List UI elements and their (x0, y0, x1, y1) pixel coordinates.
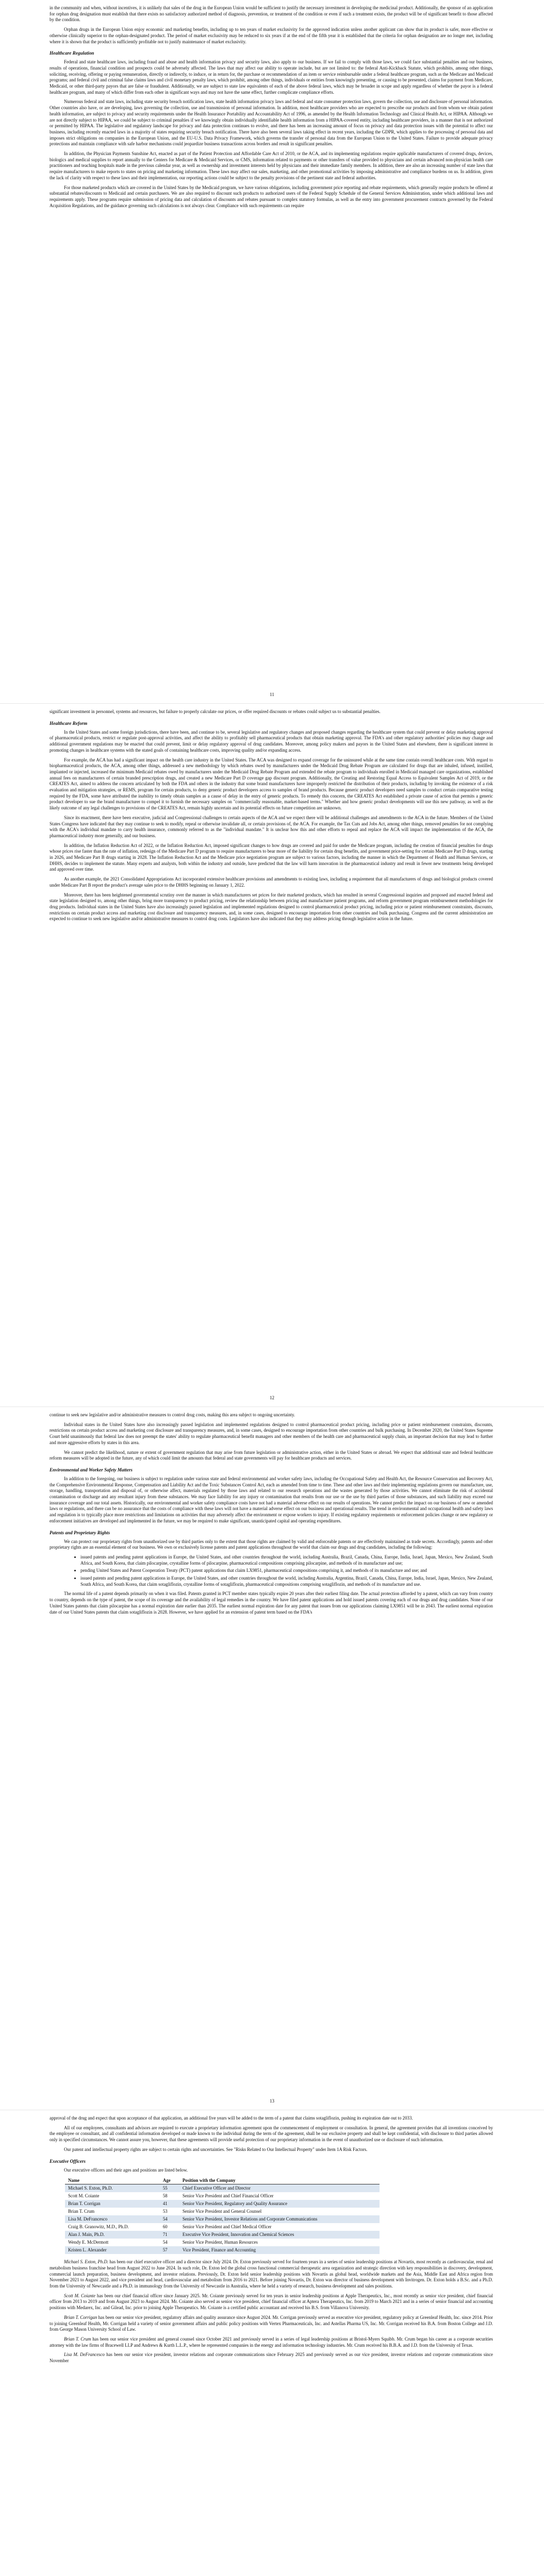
table-body (65, 2184, 380, 2255)
paragraph: approval of the drug and expect that upon acceptance of that application, an additional five years will be added to the term of a patent that claims sotagliflozin, pushing its expiration date out to 2033. (50, 2115, 413, 2121)
table-cell: Kristen L. Alexander (65, 2246, 160, 2254)
bio-text: has been our senior vice president and general counsel since October 2021 and previously served in a series of legal leadership positions at Bristol-Myers Squibb. Mr. Crum began his career as a corporate securities attorney with the law firms of Bracewell LLP and Andrews & Kurth L.L.P., where he represented companies in the energy and information technology industries. Mr. Crum received his B.B.A. and J.D. from the University of Texas. (50, 2336, 493, 2348)
table-cell: 57 (160, 2246, 179, 2254)
table-cell: 55 (160, 2184, 179, 2193)
column-header: Position with the Company (179, 2177, 380, 2184)
table-cell: 54 (162, 2240, 168, 2245)
table-row (65, 2184, 380, 2193)
paragraph: In addition, the Inflation Reduction Act of 2022, or the Inflation Reduction Act, imposed significant changes to how drugs are covered and paid for under the Medicare program, including the creation of financial penalties for drugs whose prices rise faster than the rate of inflation, redesign of the Medicare Part D program to require manufacturers to bear more of the liability for certain drug benefits, and government price-setting for certain Medicare Part D drugs, starting in 2026, and Medicare Part B drugs starting in 2028. The Inflation Reduction Act and the Medicare price negotiation program are subject to various factors, including the manner in which the Department of Health and Human Services, or DHHS, decides to implement the statute. Many experts and analysts, both within the industry and outside, have predicted that the law will harm innovation in the pharmaceutical industry and result in fewer new treatments being developed and approved over time. (50, 842, 493, 872)
table-cell: Lisa M. DeFrancesco (65, 2215, 160, 2223)
paragraph: Our executive officers and their ages and positions are listed below. (64, 2167, 188, 2173)
paragraph: Since its enactment, there have been executive, judicial and Congressional challenges to certain aspects of the ACA and we expect there will be additional challenges and amendments to the ACA in the future. Members of the United States Congress have indicated that they may continue to seek to modify, repeal or otherwise invalidate all, or certain provisions of, the ACA. For example, the Tax Cuts and Jobs Act, among other things, removed penalties for not complying with the ACA's individual mandate to carry health insurance, commonly referred to as the "individual mandate." It is unclear how this and other efforts to repeal and replace the ACA will impact the implementation of the ACA, the pharmaceutical industry more generally, and our business. (50, 815, 493, 838)
paragraph: Moreover, there has been heightened governmental scrutiny over the manner in which manufacturers set prices for their marketed products, which has resulted in several Congressional inquiries and proposed and enacted federal and state legislation designed to, among other things, bring more transparency to product pricing, review the relationship between pricing and manufacturer patient programs, and reform government program reimbursement methodologies for drug products. Individual states in the United States have also increasingly passed legislation and implemented regulations designed to control pharmaceutical product pricing, including price or patient reimbursement constraints, discounts, restrictions on certain product access and marketing cost disclosure and transparency measures, and, in some cases, designed to encourage importation from other countries and bulk purchasing. Congress and the current administration are expected to continue to seek new legislative and/or administrative measures to control drug costs. Legislators have also indicated that they may address pricing through legislative action in the future. (50, 892, 493, 922)
executive-bio (50, 2336, 493, 2348)
executive-bio (50, 2259, 493, 2290)
paragraph: In addition to the foregoing, our business is subject to regulation under various state and federal environmental and worker safety laws, including the Occupational Safety and Health Act, the Resource Conservation and Recovery Act, the Comprehensive Environmental Response, Compensation and Liability Act and the Toxic Substances Control Act, each as amended from time to time. These and other laws and their implementing regulations govern our manufacture, use, storage, handling, transportation and disposal of, or otherwise affect, materials regulated by those laws and related to our research operations and the wastes generated by those activities. We cannot eliminate the risk of accidental contamination or discharge and any resultant injury from these substances. We may face liability for any injury or contamination that results from our use or the use by third parties of those substances, and such liability may exceed our insurance coverage and our total assets. Historically, our environmental and worker safety compliance costs have not had a material adverse effect on our results of operations. We cannot predict the impact on our business of new or amended laws or regulations, and there can be no assurance that the costs of compliance with these laws will not have a material adverse effect on our business and operational results. The trend in environmental and occupational health and safety laws and regulation is to typically place more restrictions and limitations on activities that may adversely affect the environment or expose workers to injury. If existing regulatory requirements or enforcement policies change or new regulatory or enforcement initiatives are developed and implemented in the future, we may be required to make significant, unanticipated capital and operating expenditures. (50, 1476, 493, 1523)
table-row (65, 2239, 380, 2246)
document-page-13 (0, 1406, 544, 2110)
table-cell: 41 (160, 2200, 179, 2208)
table-cell: Senior Vice President, Investor Relations and Corporate Communications (179, 2215, 380, 2223)
column-header: Name (65, 2177, 160, 2184)
paragraph: in the community and when, without incentives, it is unlikely that sales of the drug in the European Union would be sufficient to justify the necessary investment in developing the medicinal product. Additionally, the sponsor of an application for orphan drug designation must establish that there exists no satisfactory authorized method of diagnosis, prevention, or treatment of the condition or even if such a treatment exists, the product will be of significant benefit to those affected by the condition. (50, 5, 493, 23)
table-cell: Michael S. Exton, Ph.D. (65, 2184, 160, 2193)
section-heading-healthcare-reform: Healthcare Reform (50, 720, 88, 726)
bio-text: has been our senior vice president, regulatory affairs and quality assurance since August 2024. Mr. Corrigan previously served as executive vice president, regulatory policy at Greenleaf Health, Inc. since 2014. Prior to joining Greenleaf Health, Mr. Corrigan held a variety of senior government affairs and public policy positions with Vertex Pharmaceuticals, Inc. and Astellas Pharma US, Inc. Mr. Corrigan received his B.A. from Boston College and J.D. from George Mason University School of Law. (50, 2314, 493, 2332)
table-cell: Senior Vice President, Regulatory and Quality Assurance (179, 2200, 380, 2208)
table-cell: Executive Vice President, Innovation and Chemical Sciences (179, 2231, 380, 2239)
bio-name: Lisa M. DeFrancesco (64, 2352, 105, 2358)
table-row (65, 2223, 380, 2231)
table-cell: Craig B. Granowitz, M.D., Ph.D. (68, 2224, 129, 2230)
page-content (50, 2115, 493, 2368)
table-cell: Chief Executive Officer and Director (179, 2184, 380, 2193)
table-cell: 54 (160, 2215, 179, 2223)
bio-name: Scott M. Coiante (64, 2293, 96, 2298)
paragraph: We can protect our proprietary rights from unauthorized use by third parties only to the extent that those rights are claimed by valid and enforceable patents or are effectively maintained as trade secrets. Accordingly, patents and other proprietary rights are an essential element of our business. We own or exclusively license patents and patent applications throughout the world that claim our drugs and drug candidates, including the following: (50, 1538, 493, 1550)
table-header-row (65, 2177, 380, 2184)
table-row (65, 2215, 380, 2223)
page-number: 11 (270, 692, 274, 697)
table-cell: Brian T. Corrigan (65, 2200, 160, 2208)
section-heading-patents: Patents and Proprietary Rights (50, 1530, 110, 1535)
column-header: Age (160, 2177, 179, 2184)
bio-name: Brian T. Corrigan (64, 2314, 97, 2320)
list-item: • pending United States and Patent Cooperation Treaty (PCT) patent applications that claim LX9851, pharmaceutical compositions comprising it, and methods of its manufacture and use; and (80, 1568, 493, 1574)
executive-bios (50, 2259, 493, 2364)
page-number: 13 (270, 2098, 274, 2104)
paragraph: Orphan drugs in the European Union enjoy economic and marketing benefits, including up to ten years of market exclusivity for the approved indication unless another applicant can show that its product is safer, more effective or otherwise clinically superior to the orphan-designated product. The period of market exclusivity may be reduced to six years if at the end of the fifth year it is established that the criteria for orphan designation are no longer met, including where it is shown that the product is sufficiently profitable not to justify maintenance of market exclusivity. (50, 27, 493, 44)
section-heading-executive-officers: Executive Officers (50, 2158, 86, 2164)
document-page-12 (0, 703, 544, 1406)
bio-text: has been our chief executive officer and a director since July 2024. Dr. Exton previously served for fourteen years in a series of senior leadership positions at Novartis, most recently as cardiovascular, renal and metabolism business franchise head from August 2022 to June 2024. In such role, Dr. Exton led the global cross functional commercial therapeutic area organization and strategic direction with key responsibilities in discovery, development, commercial launch preparation, business development, and investor relations. Previously, Dr. Exton held senior leadership positions with Novartis as global head, worldwide markets and the Asia, Middle East and Africa region from November 2021 to August 2022, and vice president and head, cardiovascular and metabolism from 2016 to 2021. Before joining Novartis, Dr. Exton was director of business development with Invitrogen. Dr. Exton holds a B.Sc. and a Ph.D. from the University of Newcastle and a Ph.D. in immunology from the University of Newcastle in Australia, where he held a variety of research, business development and sales positions. (50, 2259, 493, 2289)
paragraph: For those marketed products which are covered in the United States by the Medicaid program, we have various obligations, including government price reporting and rebate requirements, which generally require products be offered at substantial rebates/discounts to Medicaid and certain purchasers. We are also required to discount such products to authorized users of the Federal Supply Schedule of the General Services Administration, under which additional laws and requirements apply. These programs require submission of pricing data and calculation of discounts and rebates pursuant to complex statutory formulas, as well as the entry into government procurement contracts governed by the Federal Acquisition Regulations, and the guidance governing such calculations is not always clear. Compliance with such requirements can require (50, 184, 493, 208)
table-cell: Vice President, Finance and Accounting (179, 2246, 380, 2254)
table-cell: 53 (162, 2209, 168, 2214)
table-cell: Wendy E. McDermott (68, 2240, 109, 2245)
page-content (50, 1412, 493, 1619)
table-row (65, 2231, 380, 2239)
table-cell: 58 (162, 2193, 168, 2199)
executive-officers-table (65, 2177, 380, 2254)
bio-name: Brian T. Crum (64, 2336, 91, 2342)
document-page-11 (0, 0, 544, 703)
table-row (65, 2208, 380, 2215)
executive-bio (50, 2352, 493, 2364)
table-cell: Scott M. Coiante (68, 2193, 100, 2199)
page-content (50, 709, 493, 926)
paragraph: All of our employees, consultants and advisors are required to execute a proprietary information agreement upon the commencement of employment or consultation. In general, the agreement provides that all inventions conceived by the employee or consultant, and all confidential information developed or made known to the individual during the term of the agreement, shall be our exclusive property and shall be kept confidential, with disclosure to third parties allowed only in specified circumstances. We cannot assure you, however, that these agreements will provide useful protection of our proprietary information in the event of unauthorized use or disclosure of such information. (50, 2125, 493, 2143)
paragraph: In addition, the Physician Payments Sunshine Act, enacted as part of the Patient Protection and Affordable Care Act of 2010, or the ACA, and its implementing regulations require applicable manufacturers of covered drugs, devices, biologics and medical supplies to report annually to the Centers for Medicare & Medicaid Services, or CMS, information related to payments or other transfers of value provided to physicians and certain advanced non-physician health care practitioners and teaching hospitals made in the previous calendar year, as well as ownership and investment interests held by physicians and their immediate family members. In addition, there are also an increasing number of state laws that require manufacturers to make reports to states on pricing and marketing information. These laws may affect our sales, marketing, and other promotional activities by imposing administrative and compliance burdens on us. In addition, given the lack of clarity with respect to these laws and their implementation, our reporting actions could be subject to the penalty provisions of the pertinent state and federal authorities. (50, 151, 493, 180)
page-content (50, 5, 493, 212)
list-item: • issued patents and pending patent applications in Europe, the United States, and other countries throughout the world, including Australia, Argentina, Brazil, Canada, China, Europe, India, Israel, Japan, Mexico, New Zealand, South Africa, and South Korea, that claim sotagliflozin, crystalline forms of sotagliflozin, pharmaceutical compositions comprising sotagliflozin, and methods of its manufacture and use. (80, 1575, 493, 1587)
paragraph: Numerous federal and state laws, including state security breach notification laws, state health information privacy laws and federal and state consumer protection laws, govern the collection, use and disclosure of personal information. Other countries also have, or are developing, laws governing the collection, use and transmission of personal information. In addition, most healthcare providers who are expected to prescribe our products and from whom we obtain patient health information, are subject to privacy and security requirements under the Health Insurance Portability and Accountability Act of 1996, as amended by the Health Information Technology and Clinical Health Act, or HIPAA. Although we are not directly subject to HIPAA, we could be subject to criminal penalties if we knowingly obtain individually identifiable health information from a HIPAA-covered entity, including healthcare providers, in a manner that is not authorized or permitted by HIPAA. The legislative and regulatory landscape for privacy and data protection continues to evolve, and there has been an increasing amount of focus on privacy and data protection issues with the potential to affect our business, including recently enacted laws in a majority of states requiring security breach notification. There have also been several laws taking effect in recent years, including the GDPR, which applies to the processing of personal data and imposes strict obligations on companies in the European Union, and the EU-U.S. Data Privacy Framework, which governs the transfer of personal data from the European Union to the United States. Failure to provide adequate privacy protections and maintain compliance with safe harbor mechanisms could jeopardize business transactions across borders and result in significant penalties. (50, 99, 493, 147)
paragraph: The normal life of a patent depends primarily on when it was filed. Patents granted in PCT member states typically expire 20 years after their earliest filing date. The actual protection afforded by a patent, which can vary from country to country, depends on the type of patent, the scope of its coverage and the availability of legal remedies in the country. We have filed patent applications and hold issued patents covering each of our drugs and drug candidates. None of our United States patents that claim pilocarpine has a normal expiration date earlier than 2035. The earliest normal expiration date for any patent that issues from our applications claiming LX9851 will be in 2043. The earliest normal expiration date of our United States patents that claim sotagliflozin is 2028. However, we have applied for an extension of patent term based on the FDA's (50, 1591, 493, 1615)
patent-list (50, 1554, 493, 1588)
section-heading-healthcare-regulation: Healthcare Regulation (50, 50, 94, 56)
page-number: 12 (270, 1395, 274, 1400)
paragraph: continue to seek new legislative and/or administrative measures to control drug costs, making this area subject to ongoing uncertainty. (50, 1412, 295, 1417)
table-row (65, 2192, 380, 2200)
paragraph: For example, the ACA has had a significant impact on the health care industry in the United States. The ACA was designed to expand coverage for the uninsured while at the same time contain overall healthcare costs. With regard to biopharmaceutical products, the ACA, among other things, addressed a new methodology by which rebates owed by manufacturers under the Medicaid Drug Rebate Program are calculated for drugs that are inhaled, infused, instilled, implanted or injected, increased the minimum Medicaid rebates owed by manufacturers under the Medicaid Drug Rebate Program and extended the rebate program to individuals enrolled in Medicaid managed care organizations, established annual fees on manufacturers of certain branded prescription drugs, and created a new Medicare Part D coverage gap discount program. Additionally, the Creating and Restoring Equal Access to Equivalent Samples Act of 2019, or the CREATES Act, aimed to address the concern articulated by both the FDA and others in the industry that some brand manufacturers have improperly restricted the distribution of their products, including by invoking the existence of a risk evaluation and mitigation strategies, or REMS, program for certain products, to deny generic product developers access to samples of brand products. Because generic product developers need samples to conduct certain comparative testing required by the FDA, some have attributed the inability to timely obtain samples as a cause of delay in the entry of generic products. To remedy this concern, the CREATES Act established a private cause of action that permits a generic product developer to sue the brand manufacturer to compel it to furnish the necessary samples on "commercially reasonable, market-based terms." Whether and how generic product developments will use this new pathway, as well as the likely outcome of any legal challenges to provisions of the CREATES Act, remain highly uncertain and its potential effects on future competition are unknown. (50, 757, 493, 811)
table-cell: Senior Vice President, Human Resources (182, 2240, 258, 2245)
table-cell: Brian T. Crum (68, 2209, 95, 2214)
table-cell: 71 (160, 2231, 179, 2239)
paragraph: significant investment in personnel, systems and resources, but failure to properly calculate our prices, or offer required discounts or rebates could subject us to substantial penalties. (50, 709, 381, 714)
executive-bio (50, 2315, 493, 2333)
table-cell: 60 (162, 2224, 168, 2230)
paragraph: As another example, the 2021 Consolidated Appropriations Act incorporated extensive healthcare provisions and amendments to existing laws, including a requirement that all manufacturers of drugs and biological products covered under Medicare Part B report the product's average sales price to the DHHS beginning on January 1, 2022. (50, 876, 493, 888)
paragraph: In the United States and some foreign jurisdictions, there have been, and continue to be, several legislative and regulatory changes and proposed changes regarding the healthcare system that could prevent or delay marketing approval of pharmaceutical products, restrict or regulate post-approval activities, and affect the ability to profitably sell pharmaceutical products that obtain marketing approval. The FDA's and other regulatory authorities' policies may change and additional government regulations may be enacted that could prevent, limit or delay regulatory approval of drug candidates. Moreover, among policy makers and payors in the United States and elsewhere, there is significant interest in promoting changes in healthcare systems with the stated goals of containing healthcare costs, improving quality and/or expanding access. (50, 729, 493, 753)
list-item: • issued patents and pending patent applications in Europe, the United States, and other countries throughout the world, including Australia, Brazil, Canada, China, Europe, India, Israel, Japan, Mexico, New Zealand, South Africa, and South Korea, that claim pilocarpine, crystalline forms of pilocarpine, pharmaceutical compositions comprising pilocarpine, and methods of its manufacture and use; (80, 1554, 493, 1566)
paragraph: We cannot predict the likelihood, nature or extent of government regulation that may arise from future legislation or administrative action, either in the United States or abroad. We expect that additional state and federal healthcare reform measures will be adopted in the future, any of which could limit the amounts that federal and state governments will pay for healthcare products and services. (50, 1449, 493, 1461)
table-row (65, 2246, 380, 2254)
bio-text: has been our chief financial officer since January 2025. Mr. Coiante previously served for ten years in senior leadership positions at Apple Therapeutics, Inc., most recently as senior vice president, chief financial officer from 2013 to 2019 and from August 2023 to August 2024. Mr. Coiante also served as senior vice president, chief financial officer at Aptera Therapeutics, Inc. from 2019 to March 2021 and in a series of senior financial and accounting positions with Medarex, Inc. and Gilead, Inc. prior to joining Apple Therapeutics. Mr. Coiante is a certified public accountant and received his B.S. from Villanova University. (50, 2293, 493, 2311)
table-cell: Senior Vice President and General Counsel (182, 2209, 262, 2214)
paragraph: Individual states in the United States have also increasingly passed legislation and implemented regulations designed to control pharmaceutical product pricing, including price or patient reimbursement constraints, discounts, restrictions on certain product access and marketing cost disclosure and transparency measures, and, in some cases, designed to encourage importation from other countries and bulk purchasing. In December 2020, the United States Supreme Court held unanimously that federal law does not preempt the states' ability to regulate pharmaceutical benefit managers and other members of the health care and pharmaceutical supply chain, an important decision that may lead to further and more aggressive efforts by states in this area. (50, 1421, 493, 1445)
table-cell: Senior Vice President and Chief Financial Officer (182, 2193, 274, 2199)
table-cell: Senior Vice President and Chief Medical Officer (182, 2224, 272, 2230)
bio-text: has been our senior vice president, investor relations and corporate communications since February 2025 and previously served as our vice president, investor relations and corporate communications since November (50, 2352, 493, 2364)
paragraph: Our patent and intellectual property rights are subject to certain rights and uncertainties. See "Risks Related to Our Intellectual Property" under Item 1A Risk Factors. (64, 2146, 368, 2152)
document-page-14 (0, 2110, 544, 2576)
paragraph: Federal and state healthcare laws, including fraud and abuse and health information privacy and security laws, also apply to our business. If we fail to comply with those laws, we could face substantial penalties and our business, results of operations, financial condition and prospects could be adversely affected. The laws that may affect our ability to operate include, but are not limited to: the federal Anti-Kickback Statute, which prohibits, among other things, soliciting, receiving, offering or paying remuneration, directly or indirectly, to induce, or in return for, the purchase or recommendation of an item or service reimbursable under a federal healthcare program, such as the Medicare and Medicaid programs; and federal civil and criminal false claims laws and civil monetary penalty laws, which prohibit, among other things, individuals or entities from knowingly presenting, or causing to be presented, claims for payment from Medicare, Medicaid, or other third-party payors that are false or fraudulent. Additionally, we are subject to state law equivalents of each of the above federal laws, which may be broader in scope and apply regardless of whether the payor is a federal healthcare program, and many of which differ from each other in significant ways and may not have the same effect, further complicate compliance efforts. (50, 59, 493, 95)
table-cell: Alan J. Main, Ph.D. (65, 2231, 160, 2239)
executive-bio (50, 2293, 493, 2311)
table-row (65, 2200, 380, 2208)
section-heading-environmental: Environmental and Worker Safety Matters (50, 1467, 133, 1472)
bio-name: Michael S. Exton, Ph.D. (64, 2259, 109, 2265)
